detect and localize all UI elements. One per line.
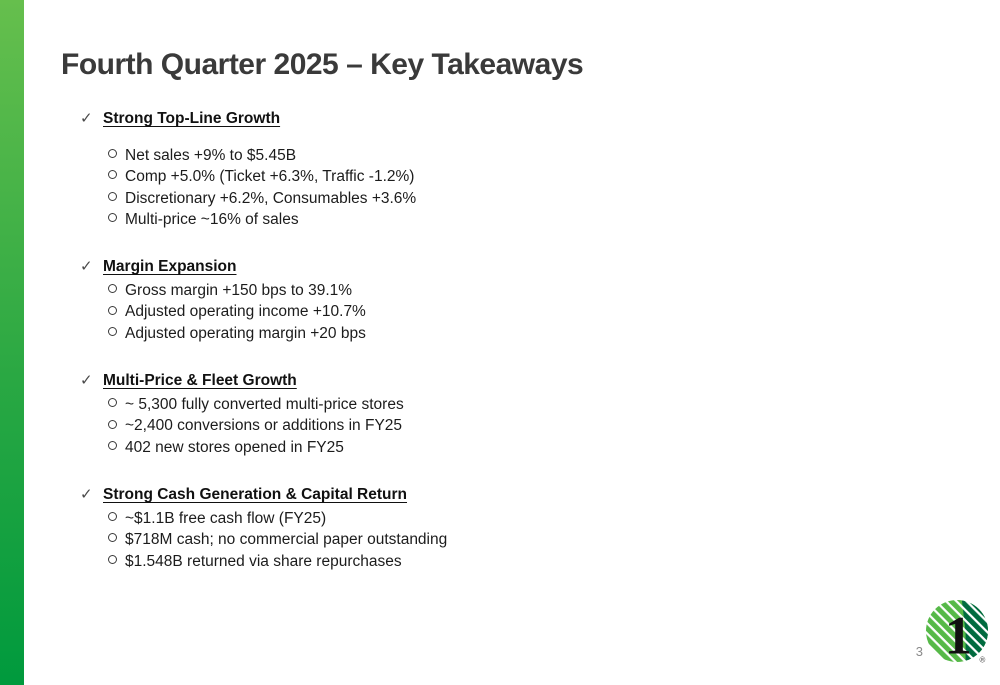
circle-bullet-icon [108,441,117,450]
circle-bullet-icon [108,306,117,315]
bullet-item [108,394,940,415]
bullet-item [108,508,940,529]
bullet-item [108,529,940,550]
dollar-tree-logo [924,598,990,664]
bullet-text: ~$1.1B free cash flow (FY25) [125,509,327,527]
circle-bullet-icon [108,327,117,336]
checkmark-icon: ✓ [80,372,93,390]
circle-bullet-icon [108,555,117,564]
bullet-text: ~ 5,300 fully converted multi-price stores [125,396,404,414]
bullet-list [80,508,940,572]
takeaways-list [80,108,940,572]
circle-bullet-icon [108,149,117,158]
bullet-item [108,188,940,209]
section-heading: Margin Expansion [103,258,237,276]
section-heading: Strong Top-Line Growth [103,110,281,127]
bullet-item [108,437,940,458]
bullet-text: Net sales +9% to $5.45B [125,147,297,164]
section-heading-row [80,256,940,277]
section-heading-row [80,484,940,505]
bullet-item [108,323,940,344]
section-heading-row [80,108,940,129]
page-number: 3 [915,644,923,659]
bullet-item [108,280,940,301]
circle-bullet-icon [108,512,117,521]
bullet-list [80,280,940,344]
circle-bullet-icon [108,398,117,407]
checkmark-icon: ✓ [80,110,93,127]
circle-bullet-icon [108,420,117,429]
takeaway-section [80,484,940,572]
bullet-list [80,145,940,230]
section-heading-row [80,370,940,391]
circle-bullet-icon [108,284,117,293]
bullet-text: 402 new stores opened in FY25 [125,438,344,456]
bullet-text: Adjusted operating margin +20 bps [125,324,366,342]
bullet-item [108,166,940,187]
takeaway-section [80,108,940,230]
bullet-item [108,301,940,322]
circle-bullet-icon [108,533,117,542]
checkmark-icon: ✓ [80,258,93,276]
section-heading: Multi-Price & Fleet Growth [103,372,297,390]
circle-bullet-icon [108,170,117,179]
checkmark-icon: ✓ [80,485,93,503]
circle-bullet-icon [108,213,117,222]
bullet-text: $718M cash; no commercial paper outstanding [125,531,448,549]
takeaway-section [80,370,940,458]
bullet-text: Multi-price ~16% of sales [125,210,299,228]
registered-trademark-icon: ® [979,655,986,664]
bullet-item [108,551,940,572]
bullet-list [80,394,940,458]
bullet-text: $1.548B returned via share repurchases [125,552,402,570]
circle-bullet-icon [108,192,117,201]
takeaway-section [80,256,940,344]
bullet-text: Comp +5.0% (Ticket +6.3%, Traffic -1.2%) [125,168,415,186]
logo-numeral: 1 [944,605,972,664]
bullet-text: ~2,400 conversions or additions in FY25 [125,417,403,435]
bullet-text: Discretionary +6.2%, Consumables +3.6% [125,189,417,207]
bullet-item [108,209,940,230]
bullet-item [108,415,940,436]
bullet-item [108,145,940,166]
bullet-text: Gross margin +150 bps to 39.1% [125,282,353,300]
page-title: Fourth Quarter 2025 – Key Takeaways [61,48,584,81]
section-heading: Strong Cash Generation & Capital Return [103,485,408,503]
green-accent-bar [0,0,24,685]
bullet-text: Adjusted operating income +10.7% [125,303,366,321]
